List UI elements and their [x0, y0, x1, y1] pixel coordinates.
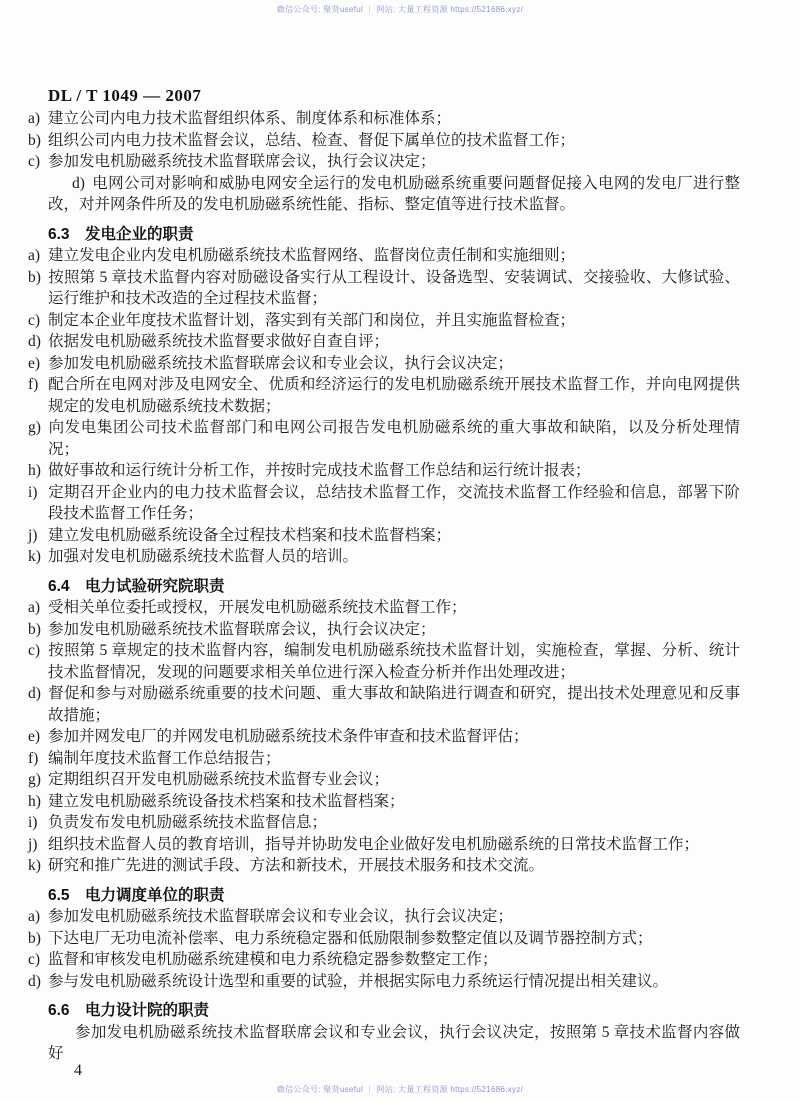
item-label: f) [28, 376, 39, 393]
section-heading-6-3 [48, 224, 740, 246]
section-number: 6.5 [48, 886, 70, 904]
section-number: 6.4 [48, 577, 70, 595]
list-item [28, 374, 740, 417]
item-text: 建立发电企业内发电机励磁系统技术监督网络、监督岗位责任制和实施细则； [48, 247, 576, 264]
list-item [28, 683, 740, 726]
item-text: 配合所在电网对涉及电网安全、优质和经济运行的发电机励磁系统开展技术监督工作，并向电网提供规定的发电机励磁系统技术数据； [48, 376, 740, 415]
section-title: 电力试验研究院职责 [85, 577, 225, 595]
watermark-top: 微信公众号: 聚贤useful ｜ 网站: 大量工程资源 https://521686.xyz/ [276, 5, 524, 14]
item-label: e) [28, 354, 41, 372]
page-number: 4 [74, 1062, 82, 1079]
item-label: k) [28, 857, 41, 874]
list-item [28, 855, 740, 877]
list-item [28, 108, 740, 130]
list-item [28, 726, 740, 748]
item-label: d) [72, 174, 85, 192]
item-label: a) [28, 247, 41, 264]
item-label: c) [28, 311, 41, 329]
section-title: 电力设计院的职责 [85, 1002, 210, 1019]
list-item [28, 245, 740, 267]
item-label: b) [28, 268, 41, 286]
list-item [28, 640, 740, 683]
list-item [28, 482, 740, 525]
item-text: 建立发电机励磁系统设备全过程技术档案和技术监督档案； [48, 526, 452, 544]
item-label: b) [28, 929, 41, 947]
item-label: d) [28, 333, 41, 350]
list-item [28, 791, 740, 813]
item-label: a) [28, 110, 41, 127]
list-item [28, 769, 740, 791]
list-item [28, 619, 740, 641]
item-label: g) [28, 419, 41, 436]
item-text: 编制年度技术监督工作总结报告； [48, 749, 281, 767]
section-number: 6.6 [48, 1002, 70, 1019]
list-item [28, 151, 740, 173]
list-item [28, 353, 740, 375]
list-item [28, 130, 740, 152]
item-label: j) [28, 835, 38, 853]
item-text: 定期召开企业内的电力技术监督会议，总结技术监督工作，交流技术监督工作经验和信息，部署下阶段技术监督工作任务； [48, 483, 740, 522]
list-item [28, 834, 740, 856]
item-text: 组织技术监督人员的教育培训，指导并协助发电企业做好发电机励磁系统的日常技术监督工作； [48, 835, 700, 853]
item-text: 加强对发电机励磁系统技术监督人员的培训。 [48, 548, 359, 565]
doc-number: DL / T 1049 — 2007 [48, 86, 202, 105]
item-label: b) [28, 131, 41, 149]
item-text: 负责发布发电机励磁系统技术监督信息； [48, 814, 328, 831]
item-label: e) [28, 728, 41, 745]
item-text: 参加发电机励磁系统技术监督联席会议和专业会议，执行会议决定； [48, 354, 514, 372]
section-heading-6-5 [48, 885, 740, 907]
section-paragraph: 参加发电机励磁系统技术监督联席会议和专业会议，执行会议决定，按照第 5 章技术监督内容做好 [48, 1023, 740, 1062]
item-label: h) [28, 462, 41, 479]
item-text: 向发电集团公司技术监督部门和电网公司报告发电机励磁系统的重大事故和缺陷，以及分析处理情况； [48, 419, 740, 458]
item-label: k) [28, 548, 41, 565]
list-item [28, 928, 740, 950]
list-item [28, 971, 740, 993]
list-item [28, 906, 740, 928]
item-text: 研究和推广先进的测试手段、方法和新技术，开展技术服务和技术交流。 [48, 857, 545, 874]
item-text: 做好事故和运行统计分析工作，并按时完成技术监督工作总结和运行统计报表； [48, 462, 591, 479]
item-label: c) [28, 951, 41, 968]
section-number: 6.3 [48, 225, 70, 243]
item-label: d) [28, 685, 41, 702]
list-item [28, 331, 740, 353]
section-title: 发电企业的职责 [85, 225, 194, 243]
list-item [28, 310, 740, 332]
watermark-bottom: 微信公众号: 聚贤useful ｜ 网站: 大量工程资源 https://521686.xyz/ [276, 1085, 524, 1094]
list-item [28, 417, 740, 460]
item-label: d) [28, 972, 41, 990]
item-text: 监督和审核发电机励磁系统建模和电力系统稳定器参数整定工作； [48, 951, 498, 968]
item-label: j) [28, 526, 38, 544]
section-heading-6-6 [48, 1000, 740, 1022]
item-text: 按照第 5 章技术监督内容对励磁设备实行从工程设计、设备选型、安装调试、交接验收、大修试验、运行维护和技术改造的全过程技术监督； [48, 268, 740, 307]
item-text: 按照第 5 章规定的技术监督内容，编制发电机励磁系统技术监督计划，实施检查，掌握、分析、统计技术监督情况，发现的问题要求相关单位进行深入检查分析并作出处理改进； [48, 642, 740, 681]
document-body [28, 108, 740, 1065]
list-item [48, 173, 740, 216]
item-text: 下达电厂无功电流补偿率、电力系统稳定器和低励限制参数整定值以及调节器控制方式； [48, 929, 653, 947]
item-text: 组织公司内电力技术监督会议，总结、检查、督促下属单位的技术监督工作； [48, 131, 576, 149]
item-text: 参加发电机励磁系统技术监督联席会议和专业会议，执行会议决定； [48, 908, 514, 925]
item-text: 参加发电机励磁系统技术监督联席会议，执行会议决定； [48, 153, 436, 170]
item-label: i) [28, 483, 38, 501]
item-label: c) [28, 153, 41, 170]
list-item [28, 949, 740, 971]
item-label: i) [28, 814, 38, 831]
list-item [28, 812, 740, 834]
list-item [28, 525, 740, 547]
item-label: g) [28, 771, 41, 788]
item-label: f) [28, 749, 39, 767]
item-text: 制定本企业年度技术监督计划，落实到有关部门和岗位，并且实施监督检查； [48, 311, 576, 329]
item-text: 受相关单位委托或授权，开展发电机励磁系统技术监督工作； [48, 599, 467, 616]
section-title: 电力调度单位的职责 [85, 886, 225, 904]
item-text: 参与发电机励磁系统设计选型和重要的试验，并根据实际电力系统运行情况提出相关建议。 [48, 972, 669, 990]
list-item [28, 267, 740, 310]
list-item [28, 748, 740, 770]
item-text: 参加并网发电厂的并网发电机励磁系统技术条件审查和技术监督评估； [48, 728, 529, 745]
list-item [28, 597, 740, 619]
list-item [28, 546, 740, 568]
item-label: h) [28, 792, 41, 810]
section-heading-6-4 [48, 576, 740, 598]
item-label: a) [28, 908, 41, 925]
item-label: a) [28, 599, 41, 616]
item-text: 督促和参与对励磁系统重要的技术问题、重大事故和缺陷进行调查和研究，提出技术处理意见和反事故措施； [48, 685, 740, 724]
item-text: 定期组织召开发电机励磁系统技术监督专业会议； [48, 771, 390, 788]
item-text: 建立公司内电力技术监督组织体系、制度体系和标准体系； [48, 110, 452, 127]
item-text: 依据发电机励磁系统技术监督要求做好自查自评； [48, 333, 390, 350]
item-label: b) [28, 620, 41, 638]
item-text: 电网公司对影响和威胁电网安全运行的发电机励磁系统重要问题督促接入电网的发电厂进行整改，对并网条件所及的发电机励磁系统性能、指标、整定值等进行技术监督。 [48, 174, 740, 213]
item-text: 参加发电机励磁系统技术监督联席会议，执行会议决定； [48, 620, 436, 638]
item-text: 建立发电机励磁系统设备技术档案和技术监督档案； [48, 792, 405, 810]
item-label: c) [28, 642, 41, 659]
list-item [28, 460, 740, 482]
